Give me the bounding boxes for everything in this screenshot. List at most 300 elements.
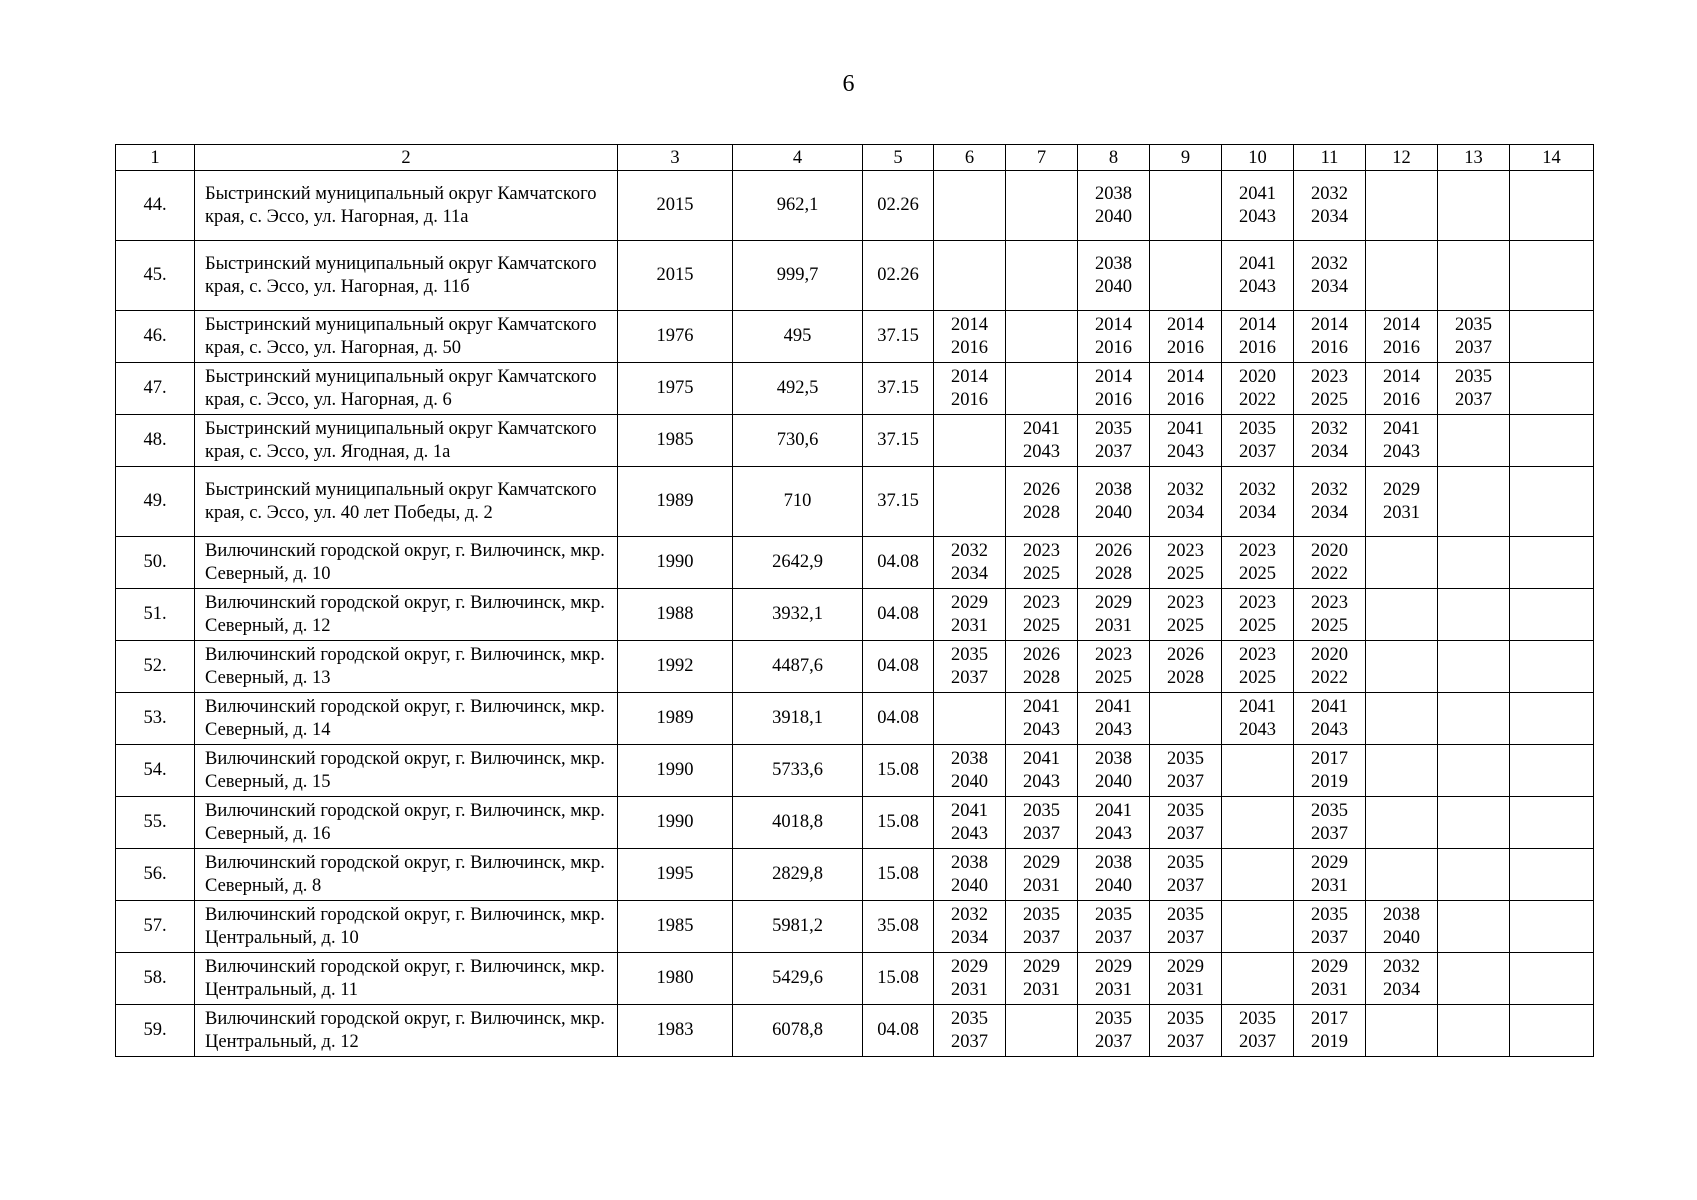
- col13-cell: [1438, 537, 1510, 589]
- area-cell: [733, 849, 863, 901]
- col10-cell-text: 2032 2034: [1239, 479, 1276, 523]
- col6-cell: [934, 849, 1006, 901]
- row-number: [116, 953, 195, 1005]
- code-cell: [863, 241, 934, 311]
- area-cell-text: 6078,8: [772, 1020, 823, 1040]
- col8-cell: [1078, 901, 1150, 953]
- col11-cell: [1294, 311, 1366, 363]
- col10-cell-text: 2020 2022: [1239, 366, 1276, 410]
- year-cell: [618, 171, 733, 241]
- area-cell: [733, 953, 863, 1005]
- col12-cell: [1366, 589, 1438, 641]
- address-cell-text: Вилючинский городской округ, г. Вилючинск, мкр. Центральный, д. 10: [205, 904, 605, 948]
- code-cell-text: 04.08: [877, 708, 919, 728]
- address-cell-text: Быстринский муниципальный округ Камчатского края, с. Эссо, ул. Нагорная, д. 11а: [205, 183, 597, 227]
- year-cell: [618, 849, 733, 901]
- area-cell: [733, 745, 863, 797]
- col9-cell-text: 2026 2028: [1167, 644, 1204, 688]
- col14-cell: [1510, 415, 1594, 467]
- col7-cell: [1006, 537, 1078, 589]
- area-cell-text: 2829,8: [772, 864, 823, 884]
- col6-cell: [934, 953, 1006, 1005]
- col10-cell: [1222, 953, 1294, 1005]
- col7-cell: [1006, 363, 1078, 415]
- col11-cell-text: 2020 2022: [1311, 644, 1348, 688]
- row-number: [116, 241, 195, 311]
- row-number: [116, 641, 195, 693]
- col12-cell: [1366, 901, 1438, 953]
- col8-cell: [1078, 693, 1150, 745]
- row-number-text: 44.: [143, 195, 167, 215]
- col8-cell: [1078, 363, 1150, 415]
- col6-cell-text: 2041 2043: [951, 800, 988, 844]
- col12-cell: [1366, 797, 1438, 849]
- col8-cell: [1078, 467, 1150, 537]
- code-cell: [863, 1005, 934, 1057]
- col14-cell: [1510, 745, 1594, 797]
- col10-cell: [1222, 797, 1294, 849]
- table-row: [116, 241, 1594, 311]
- code-cell: [863, 849, 934, 901]
- col14-cell: [1510, 641, 1594, 693]
- column-header-3: 3: [618, 145, 733, 171]
- col6-cell: [934, 241, 1006, 311]
- area-cell: [733, 901, 863, 953]
- year-cell: [618, 537, 733, 589]
- col11-cell: [1294, 641, 1366, 693]
- area-cell: [733, 1005, 863, 1057]
- address-cell: [195, 641, 618, 693]
- col9-cell: [1150, 311, 1222, 363]
- table-row: [116, 953, 1594, 1005]
- year-cell-text: 1989: [656, 708, 694, 728]
- col9-cell-text: 2029 2031: [1167, 956, 1204, 1000]
- row-number: [116, 693, 195, 745]
- col10-cell-text: 2023 2025: [1239, 592, 1276, 636]
- code-cell: [863, 311, 934, 363]
- table-row: [116, 363, 1594, 415]
- col11-cell-text: 2032 2034: [1311, 418, 1348, 462]
- year-cell-text: 1988: [656, 604, 694, 624]
- column-header-8: 8: [1078, 145, 1150, 171]
- row-number-text: 57.: [143, 916, 167, 936]
- col8-cell-text: 2026 2028: [1095, 540, 1132, 584]
- col10-cell-text: 2041 2043: [1239, 183, 1276, 227]
- col11-cell-text: 2023 2025: [1311, 592, 1348, 636]
- column-header-6: 6: [934, 145, 1006, 171]
- row-number-text: 47.: [143, 378, 167, 398]
- row-number-text: 52.: [143, 656, 167, 676]
- year-cell-text: 1992: [656, 656, 694, 676]
- column-header-1: 1: [116, 145, 195, 171]
- col8-cell-text: 2035 2037: [1095, 1008, 1132, 1052]
- col14-cell: [1510, 849, 1594, 901]
- col6-cell-text: 2035 2037: [951, 1008, 988, 1052]
- col9-cell: [1150, 953, 1222, 1005]
- col13-cell: [1438, 311, 1510, 363]
- row-number: [116, 745, 195, 797]
- col13-cell: [1438, 415, 1510, 467]
- col9-cell: [1150, 1005, 1222, 1057]
- col11-cell-text: 2035 2037: [1311, 904, 1348, 948]
- area-cell-text: 3918,1: [772, 708, 823, 728]
- row-number-text: 48.: [143, 430, 167, 450]
- area-cell: [733, 589, 863, 641]
- code-cell-text: 37.15: [877, 378, 919, 398]
- row-number: [116, 849, 195, 901]
- col12-cell-text: 2014 2016: [1383, 366, 1420, 410]
- col10-cell: [1222, 241, 1294, 311]
- col6-cell-text: 2029 2031: [951, 956, 988, 1000]
- col9-cell: [1150, 363, 1222, 415]
- col11-cell: [1294, 745, 1366, 797]
- year-cell: [618, 467, 733, 537]
- address-cell: [195, 1005, 618, 1057]
- year-cell: [618, 415, 733, 467]
- col8-cell: [1078, 537, 1150, 589]
- row-number: [116, 589, 195, 641]
- row-number: [116, 467, 195, 537]
- col9-cell: [1150, 745, 1222, 797]
- col14-cell: [1510, 901, 1594, 953]
- year-cell-text: 1983: [656, 1020, 694, 1040]
- col8-cell-text: 2035 2037: [1095, 904, 1132, 948]
- year-cell: [618, 693, 733, 745]
- col12-cell-text: 2014 2016: [1383, 314, 1420, 358]
- col12-cell: [1366, 415, 1438, 467]
- address-cell: [195, 797, 618, 849]
- col8-cell: [1078, 797, 1150, 849]
- row-number-text: 54.: [143, 760, 167, 780]
- col12-cell-text: 2041 2043: [1383, 418, 1420, 462]
- row-number: [116, 311, 195, 363]
- col9-cell: [1150, 171, 1222, 241]
- col7-cell-text: 2026 2028: [1023, 644, 1060, 688]
- col7-cell-text: 2023 2025: [1023, 592, 1060, 636]
- col14-cell: [1510, 241, 1594, 311]
- col14-cell: [1510, 953, 1594, 1005]
- year-cell-text: 2015: [656, 265, 694, 285]
- code-cell-text: 04.08: [877, 604, 919, 624]
- column-header-14: 14: [1510, 145, 1594, 171]
- address-cell-text: Вилючинский городской округ, г. Вилючинск, мкр. Северный, д. 8: [205, 852, 605, 896]
- address-cell: [195, 693, 618, 745]
- col8-cell-text: 2038 2040: [1095, 183, 1132, 227]
- year-cell: [618, 797, 733, 849]
- col11-cell: [1294, 953, 1366, 1005]
- code-cell-text: 15.08: [877, 864, 919, 884]
- code-cell-text: 04.08: [877, 1020, 919, 1040]
- col12-cell: [1366, 363, 1438, 415]
- col8-cell-text: 2014 2016: [1095, 366, 1132, 410]
- col7-cell: [1006, 1005, 1078, 1057]
- row-number-text: 56.: [143, 864, 167, 884]
- col10-cell: [1222, 901, 1294, 953]
- column-header-9: 9: [1150, 145, 1222, 171]
- address-cell-text: Быстринский муниципальный округ Камчатского края, с. Эссо, ул. Нагорная, д. 50: [205, 314, 597, 358]
- col12-cell-text: 2032 2034: [1383, 956, 1420, 1000]
- col6-cell: [934, 415, 1006, 467]
- col10-cell: [1222, 693, 1294, 745]
- col9-cell-text: 2035 2037: [1167, 1008, 1204, 1052]
- col8-cell: [1078, 953, 1150, 1005]
- col10-cell: [1222, 589, 1294, 641]
- col7-cell: [1006, 953, 1078, 1005]
- area-cell: [733, 415, 863, 467]
- page-number: 6: [842, 71, 855, 97]
- table-body: [116, 171, 1594, 1057]
- col9-cell: [1150, 467, 1222, 537]
- area-cell-text: 999,7: [776, 265, 819, 285]
- column-header-7: 7: [1006, 145, 1078, 171]
- col9-cell: [1150, 641, 1222, 693]
- address-cell-text: Вилючинский городской округ, г. Вилючинск, мкр. Северный, д. 14: [205, 696, 605, 740]
- year-cell-text: 1976: [656, 326, 694, 346]
- col6-cell: [934, 537, 1006, 589]
- col10-cell: [1222, 467, 1294, 537]
- col7-cell: [1006, 797, 1078, 849]
- col9-cell: [1150, 797, 1222, 849]
- col6-cell: [934, 1005, 1006, 1057]
- column-header-11: 11: [1294, 145, 1366, 171]
- address-cell: [195, 901, 618, 953]
- col8-cell-text: 2035 2037: [1095, 418, 1132, 462]
- col11-cell-text: 2032 2034: [1311, 479, 1348, 523]
- code-cell: [863, 901, 934, 953]
- col11-cell-text: 2032 2034: [1311, 183, 1348, 227]
- code-cell-text: 37.15: [877, 326, 919, 346]
- col7-cell: [1006, 171, 1078, 241]
- col9-cell-text: 2023 2025: [1167, 592, 1204, 636]
- col7-cell-text: 2041 2043: [1023, 748, 1060, 792]
- address-cell: [195, 363, 618, 415]
- col8-cell: [1078, 1005, 1150, 1057]
- address-cell: [195, 415, 618, 467]
- code-cell-text: 15.08: [877, 760, 919, 780]
- area-cell-text: 5981,2: [772, 916, 823, 936]
- col6-cell-text: 2038 2040: [951, 748, 988, 792]
- col11-cell-text: 2023 2025: [1311, 366, 1348, 410]
- col8-cell: [1078, 241, 1150, 311]
- col12-cell: [1366, 467, 1438, 537]
- address-cell: [195, 745, 618, 797]
- code-cell-text: 37.15: [877, 430, 919, 450]
- col7-cell: [1006, 467, 1078, 537]
- year-cell: [618, 641, 733, 693]
- col11-cell: [1294, 849, 1366, 901]
- col11-cell-text: 2029 2031: [1311, 956, 1348, 1000]
- col10-cell: [1222, 849, 1294, 901]
- col9-cell-text: 2035 2037: [1167, 904, 1204, 948]
- address-cell-text: Быстринский муниципальный округ Камчатского края, с. Эссо, ул. 40 лет Победы, д. 2: [205, 479, 597, 523]
- col10-cell: [1222, 311, 1294, 363]
- col11-cell: [1294, 693, 1366, 745]
- area-cell-text: 495: [783, 326, 812, 346]
- col6-cell-text: 2014 2016: [951, 366, 988, 410]
- address-cell-text: Вилючинский городской округ, г. Вилючинск, мкр. Северный, д. 12: [205, 592, 605, 636]
- col6-cell-text: 2029 2031: [951, 592, 988, 636]
- area-cell-text: 730,6: [776, 430, 819, 450]
- col9-cell-text: 2023 2025: [1167, 540, 1204, 584]
- col14-cell: [1510, 363, 1594, 415]
- address-cell-text: Вилючинский городской округ, г. Вилючинск, мкр. Центральный, д. 11: [205, 956, 605, 1000]
- col7-cell: [1006, 901, 1078, 953]
- column-header-4: 4: [733, 145, 863, 171]
- code-cell: [863, 467, 934, 537]
- table-row: [116, 1005, 1594, 1057]
- col6-cell: [934, 693, 1006, 745]
- year-cell-text: 2015: [656, 195, 694, 215]
- col13-cell: [1438, 641, 1510, 693]
- col11-cell: [1294, 467, 1366, 537]
- area-cell-text: 3932,1: [772, 604, 823, 624]
- column-header-12: 12: [1366, 145, 1438, 171]
- code-cell-text: 15.08: [877, 968, 919, 988]
- area-cell: [733, 537, 863, 589]
- code-cell-text: 04.08: [877, 552, 919, 572]
- row-number-text: 49.: [143, 491, 167, 511]
- year-cell-text: 1990: [656, 552, 694, 572]
- col11-cell: [1294, 1005, 1366, 1057]
- col7-cell: [1006, 415, 1078, 467]
- year-cell-text: 1995: [656, 864, 694, 884]
- table-row: [116, 901, 1594, 953]
- col7-cell: [1006, 745, 1078, 797]
- code-cell-text: 15.08: [877, 812, 919, 832]
- address-cell: [195, 849, 618, 901]
- code-cell: [863, 953, 934, 1005]
- col11-cell: [1294, 901, 1366, 953]
- header-row: [116, 145, 1594, 171]
- col13-cell: [1438, 171, 1510, 241]
- year-cell: [618, 953, 733, 1005]
- col6-cell: [934, 797, 1006, 849]
- year-cell: [618, 1005, 733, 1057]
- col8-cell-text: 2041 2043: [1095, 696, 1132, 740]
- col8-cell: [1078, 641, 1150, 693]
- col14-cell: [1510, 171, 1594, 241]
- col6-cell-text: 2035 2037: [951, 644, 988, 688]
- col9-cell: [1150, 849, 1222, 901]
- row-number-text: 58.: [143, 968, 167, 988]
- code-cell-text: 02.26: [877, 195, 919, 215]
- row-number: [116, 537, 195, 589]
- col8-cell-text: 2029 2031: [1095, 592, 1132, 636]
- code-cell: [863, 589, 934, 641]
- col11-cell-text: 2035 2037: [1311, 800, 1348, 844]
- col14-cell: [1510, 311, 1594, 363]
- col12-cell: [1366, 241, 1438, 311]
- col11-cell-text: 2017 2019: [1311, 748, 1348, 792]
- col12-cell: [1366, 171, 1438, 241]
- col9-cell: [1150, 589, 1222, 641]
- col14-cell: [1510, 693, 1594, 745]
- area-cell-text: 710: [783, 491, 812, 511]
- row-number: [116, 1005, 195, 1057]
- row-number-text: 51.: [143, 604, 167, 624]
- area-cell: [733, 311, 863, 363]
- address-cell-text: Быстринский муниципальный округ Камчатского края, с. Эссо, ул. Ягодная, д. 1а: [205, 418, 597, 462]
- col6-cell: [934, 901, 1006, 953]
- col10-cell: [1222, 537, 1294, 589]
- col8-cell: [1078, 589, 1150, 641]
- row-number-text: 45.: [143, 265, 167, 285]
- col7-cell-text: 2029 2031: [1023, 956, 1060, 1000]
- area-cell: [733, 693, 863, 745]
- col11-cell: [1294, 589, 1366, 641]
- col7-cell-text: 2023 2025: [1023, 540, 1060, 584]
- col6-cell: [934, 467, 1006, 537]
- year-cell-text: 1990: [656, 812, 694, 832]
- year-cell: [618, 241, 733, 311]
- row-number: [116, 171, 195, 241]
- code-cell: [863, 693, 934, 745]
- col13-cell: [1438, 797, 1510, 849]
- table-row: [116, 171, 1594, 241]
- col7-cell-text: 2041 2043: [1023, 696, 1060, 740]
- col8-cell-text: 2038 2040: [1095, 852, 1132, 896]
- col9-cell: [1150, 415, 1222, 467]
- col12-cell: [1366, 693, 1438, 745]
- col10-cell: [1222, 363, 1294, 415]
- table-row: [116, 849, 1594, 901]
- row-number-text: 50.: [143, 552, 167, 572]
- table-row: [116, 641, 1594, 693]
- code-cell: [863, 537, 934, 589]
- row-number: [116, 415, 195, 467]
- col10-cell: [1222, 745, 1294, 797]
- col6-cell: [934, 311, 1006, 363]
- col11-cell-text: 2029 2031: [1311, 852, 1348, 896]
- col6-cell-text: 2032 2034: [951, 540, 988, 584]
- col8-cell: [1078, 415, 1150, 467]
- col12-cell: [1366, 953, 1438, 1005]
- area-cell-text: 4018,8: [772, 812, 823, 832]
- col10-cell: [1222, 415, 1294, 467]
- col6-cell-text: 2038 2040: [951, 852, 988, 896]
- address-cell-text: Быстринский муниципальный округ Камчатского края, с. Эссо, ул. Нагорная, д. 6: [205, 366, 597, 410]
- col7-cell-text: 2035 2037: [1023, 800, 1060, 844]
- code-cell: [863, 415, 934, 467]
- col12-cell: [1366, 1005, 1438, 1057]
- col9-cell-text: 2035 2037: [1167, 852, 1204, 896]
- address-cell: [195, 241, 618, 311]
- col12-cell-text: 2038 2040: [1383, 904, 1420, 948]
- address-cell: [195, 171, 618, 241]
- col8-cell: [1078, 849, 1150, 901]
- col11-cell-text: 2020 2022: [1311, 540, 1348, 584]
- col10-cell: [1222, 641, 1294, 693]
- code-cell-text: 35.08: [877, 916, 919, 936]
- col8-cell-text: 2014 2016: [1095, 314, 1132, 358]
- col14-cell: [1510, 589, 1594, 641]
- year-cell: [618, 311, 733, 363]
- col14-cell: [1510, 537, 1594, 589]
- col7-cell-text: 2035 2037: [1023, 904, 1060, 948]
- col7-cell: [1006, 241, 1078, 311]
- col11-cell: [1294, 797, 1366, 849]
- col11-cell: [1294, 241, 1366, 311]
- col11-cell: [1294, 363, 1366, 415]
- col14-cell: [1510, 467, 1594, 537]
- col13-cell: [1438, 901, 1510, 953]
- col9-cell: [1150, 537, 1222, 589]
- year-cell-text: 1975: [656, 378, 694, 398]
- col12-cell: [1366, 745, 1438, 797]
- table-row: [116, 745, 1594, 797]
- year-cell: [618, 363, 733, 415]
- address-cell-text: Вилючинский городской округ, г. Вилючинск, мкр. Центральный, д. 12: [205, 1008, 605, 1052]
